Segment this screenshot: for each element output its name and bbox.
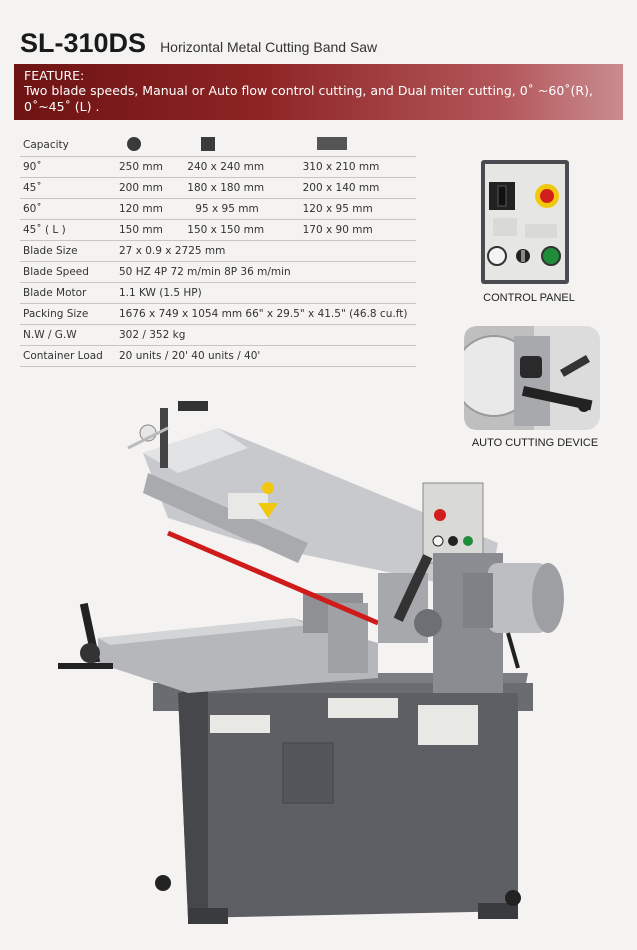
spec-table <box>20 134 416 367</box>
table-cell: 302 / 352 kg <box>117 325 416 346</box>
row-label: 45˚ ( L ) <box>20 220 117 241</box>
row-label: Blade Speed <box>20 262 117 283</box>
table-row <box>20 157 416 178</box>
row-label: Blade Motor <box>20 283 117 304</box>
feature-banner <box>14 64 623 120</box>
table-cell: 120 x 95 mm <box>301 199 416 220</box>
row-label: 45˚ <box>20 178 117 199</box>
table-row <box>20 283 416 304</box>
table-cell: 150 x 150 mm <box>185 220 300 241</box>
table-cell: 310 x 210 mm <box>301 157 416 178</box>
feature-heading: FEATURE: <box>24 68 85 83</box>
table-cell: 1.1 KW (1.5 HP) <box>117 283 416 304</box>
table-cell: 170 x 90 mm <box>301 220 416 241</box>
row-label: Container Load <box>20 346 117 367</box>
product-subtitle: Horizontal Metal Cutting Band Saw <box>160 39 378 55</box>
round-stock-icon <box>127 137 141 151</box>
row-label: Packing Size <box>20 304 117 325</box>
square-stock-icon <box>201 137 215 151</box>
table-row <box>20 241 416 262</box>
table-cell: 1676 x 749 x 1054 mm 66" x 29.5" x 41.5" (46.8 cu.ft) <box>117 304 416 325</box>
row-label: 60˚ <box>20 199 117 220</box>
table-cell: 200 x 140 mm <box>301 178 416 199</box>
table-row <box>20 199 416 220</box>
capacity-label: Capacity <box>20 134 117 157</box>
table-row <box>20 346 416 367</box>
table-cell: 180 x 180 mm <box>185 178 300 199</box>
capacity-header-row <box>20 134 416 157</box>
rectangular-stock-icon <box>317 137 347 150</box>
table-cell: 250 mm <box>117 157 185 178</box>
table-cell: 50 HZ 4P 72 m/min 8P 36 m/min <box>117 262 416 283</box>
model-name: SL-310DS <box>20 28 147 58</box>
table-cell: 200 mm <box>117 178 185 199</box>
table-row <box>20 262 416 283</box>
control-panel-image <box>481 160 569 284</box>
table-cell: 120 mm <box>117 199 185 220</box>
table-cell: 150 mm <box>117 220 185 241</box>
table-cell: 20 units / 20' 40 units / 40' <box>117 346 416 367</box>
control-panel-caption: CONTROL PANEL <box>483 292 575 304</box>
table-cell: 240 x 240 mm <box>185 157 300 178</box>
table-row <box>20 220 416 241</box>
title-row <box>20 28 377 59</box>
row-label: N.W / G.W <box>20 325 117 346</box>
auto-cutting-caption: AUTO CUTTING DEVICE <box>471 437 599 449</box>
row-label: 90˚ <box>20 157 117 178</box>
row-label: Blade Size <box>20 241 117 262</box>
table-row <box>20 304 416 325</box>
table-cell: 27 x 0.9 x 2725 mm <box>117 241 416 262</box>
feature-text: Two blade speeds, Manual or Auto flow control cutting, and Dual miter cutting, 0˚ ~60˚(R), 0˚~45˚ (L) . <box>24 83 593 114</box>
table-row <box>20 178 416 199</box>
band-saw-machine-image <box>48 393 568 938</box>
table-row <box>20 325 416 346</box>
table-cell: 95 x 95 mm <box>185 199 300 220</box>
